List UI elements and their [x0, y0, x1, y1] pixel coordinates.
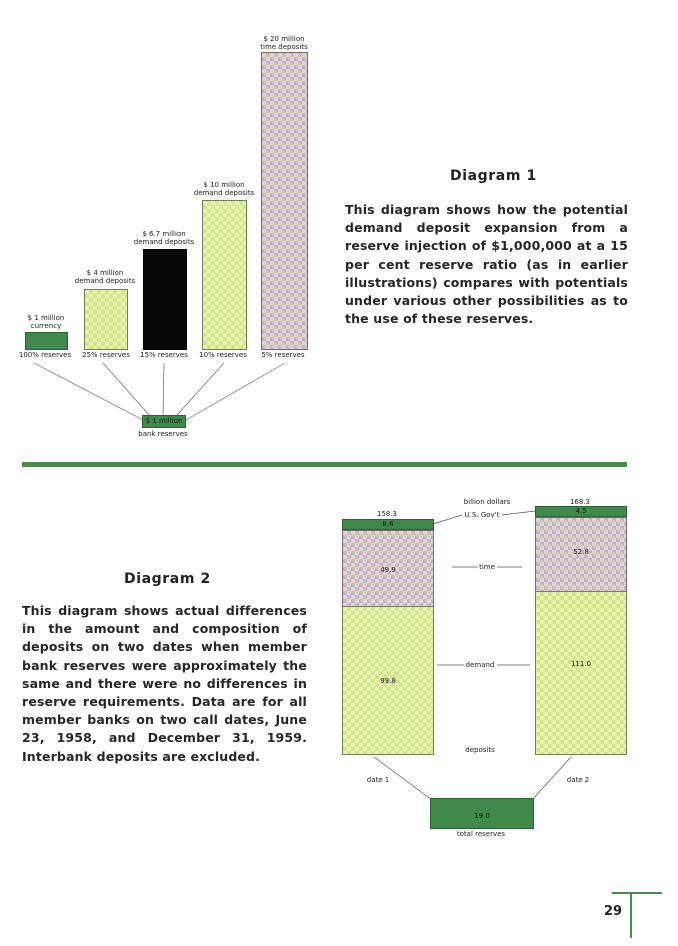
- deposits-label: deposits: [465, 746, 495, 754]
- diagram-2-description: This diagram shows actual differences in the amount and composition of deposits on two dates when member bank reserves were approximately the same and there were no differences in reserve requirements. Data are for all member banks on two call dates, June 23, 1958, and December 31, 1959. Interbank deposits are excluded.: [22, 603, 307, 764]
- total-reserves-label: total reserves: [456, 830, 506, 838]
- diagram-1-description: This diagram shows how the potential demand deposit expansion from a reserve injection of $1,000,000 at a 15 per cent reserve ratio (as in earlier illustrations) compares with potentials under various other possibilities as to the use of these reserves.: [345, 202, 628, 327]
- date-1-demand-value: 99.8: [380, 677, 396, 685]
- diagram-2-heading: Diagram 2: [124, 571, 211, 587]
- total-reserves-value: 19.0: [474, 812, 490, 820]
- date-1-label: date 1: [366, 776, 390, 784]
- diagram-1-heading: Diagram 1: [450, 168, 537, 184]
- bar-2-top-label: $ 4 million demand deposits: [74, 269, 136, 285]
- date-2-label: date 2: [566, 776, 590, 784]
- bank-reserves-box-label: $ 1 million: [145, 417, 183, 425]
- bank-reserves-label: bank reserves: [138, 430, 188, 438]
- bar-4-top-label: $ 10 million demand deposits: [193, 181, 255, 197]
- bar-2-reserve-label: 25% reserves: [82, 351, 130, 359]
- date-1-total: 158.3: [376, 510, 398, 518]
- date-1-time-value: 49.9: [380, 566, 396, 574]
- total-reserves-box: [430, 798, 534, 829]
- bar-1-top-label: $ 1 million currency: [27, 314, 65, 330]
- date-1-govt-value: 8.6: [382, 520, 394, 528]
- date-2-govt-value: 4.5: [575, 507, 587, 515]
- corner-rule-horizontal: [612, 892, 662, 894]
- units-label: billion dollars: [463, 498, 511, 506]
- demand-category-label: demand: [465, 661, 495, 669]
- date-2-demand-value: 111.0: [570, 660, 592, 668]
- bar-4-reserve-label: 10% reserves: [199, 351, 247, 359]
- bar-3-top-label: $ 6.7 million demand deposits: [133, 230, 195, 246]
- time-category-label: time: [479, 563, 495, 571]
- bar-1-reserve-label: 100% reserves: [18, 351, 72, 359]
- page-number: 29: [604, 904, 623, 919]
- bar-5-top-label: $ 20 million time deposits: [260, 35, 308, 51]
- bar-5-reserve-label: 5% reserves: [261, 351, 305, 359]
- govt-category-label: U.S. Gov't: [464, 511, 500, 519]
- date-2-total: 168.3: [569, 498, 591, 506]
- corner-rule-vertical: [630, 892, 632, 938]
- bar-3-reserve-label: 15% reserves: [140, 351, 188, 359]
- date-2-time-value: 52.8: [573, 548, 589, 556]
